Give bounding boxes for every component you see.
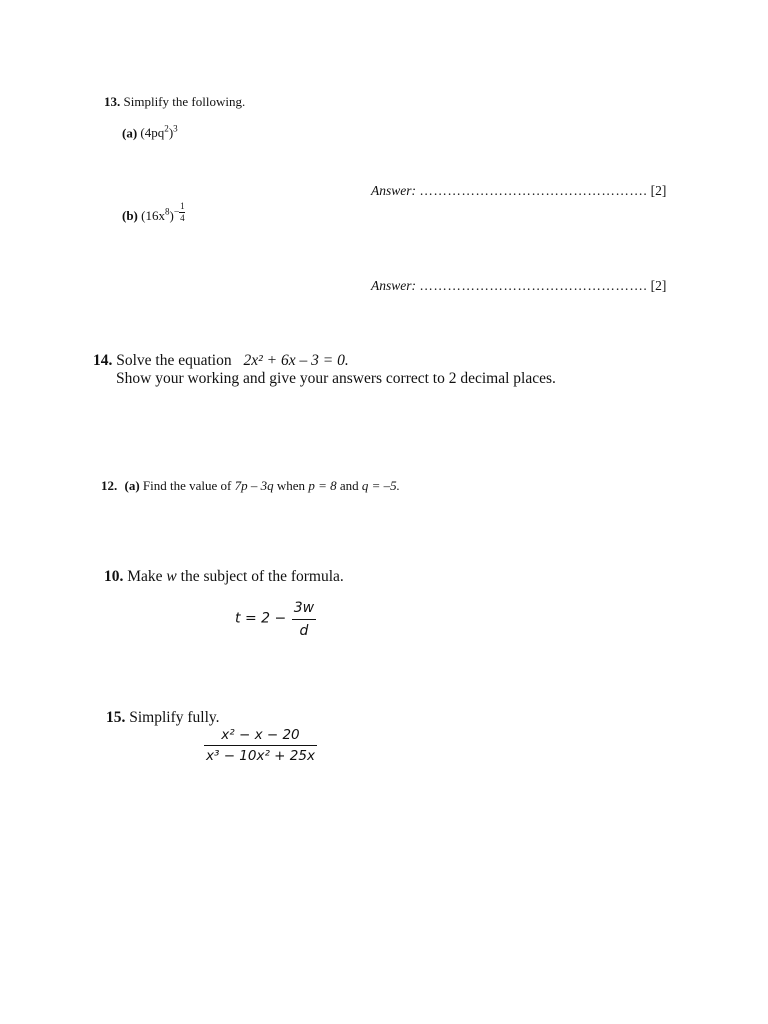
q15-denominator: x³ − 10x² + 25x: [206, 748, 315, 764]
answer-label: Answer:: [371, 278, 416, 293]
q10-fraction: [292, 600, 316, 639]
q10-formula: [235, 600, 316, 639]
q12-text-mid: when: [276, 478, 306, 493]
q13b-expression: $(16x^8)^{- \frac{1}{4}}$: [141, 201, 185, 224]
q15-heading: [106, 709, 220, 727]
q13-heading: [104, 94, 245, 110]
q10-fraction-numerator: 3w: [293, 600, 315, 616]
q12-text-pre: Find the value of: [142, 478, 232, 493]
answer-label: Answer:: [371, 183, 416, 198]
q13a-line: [122, 124, 178, 141]
q10-fraction-denominator: d: [299, 623, 309, 639]
answer-dots: ………………………………………….: [419, 278, 648, 293]
q12-expression: 7p – 3q: [234, 478, 274, 493]
q10-variable: w: [166, 568, 177, 585]
q12-part: (a): [124, 478, 140, 493]
q10-formula-lhs: t = 2 −: [235, 610, 287, 627]
q14-prompt: Solve the equation: [116, 352, 232, 369]
q13a-answer-line[interactable]: [371, 183, 666, 199]
q12-condition-q: q = –5.: [361, 478, 400, 493]
q14-number: 14.: [93, 352, 113, 369]
q10-text-pre: Make: [127, 568, 163, 585]
q13a-label: (a): [122, 125, 138, 141]
marks: [2]: [650, 278, 667, 293]
q12-and: and: [339, 478, 359, 493]
q14-instruction: Show your working and give your answers correct to 2 decimal places.: [116, 370, 556, 387]
q13-number: 13.: [104, 94, 121, 109]
q12-condition-p: p = 8: [308, 478, 337, 493]
q13b-label: (b): [122, 208, 138, 224]
marks: [2]: [650, 183, 667, 198]
answer-dots: ………………………………………….: [419, 183, 648, 198]
q12-number: 12.: [101, 478, 118, 493]
q15-prompt: Simplify fully.: [129, 709, 220, 726]
q15-number: 15.: [106, 709, 126, 726]
q13-prompt: Simplify the following.: [123, 94, 246, 109]
q10-number: 10.: [104, 568, 124, 585]
q12-heading: [101, 478, 400, 494]
q13a-expression: $(4pq^2)^3$: [140, 124, 178, 141]
q13b-line: [122, 202, 185, 224]
q14-equation: 2x² + 6x – 3 = 0.: [243, 352, 349, 369]
q10-heading: [104, 568, 344, 586]
q10-text-post: the subject of the formula.: [180, 568, 344, 585]
q14-heading: [93, 352, 349, 370]
q15-numerator: x² − x − 20: [221, 727, 300, 743]
q13b-answer-line[interactable]: [371, 278, 666, 294]
q15-fraction: [204, 727, 317, 764]
